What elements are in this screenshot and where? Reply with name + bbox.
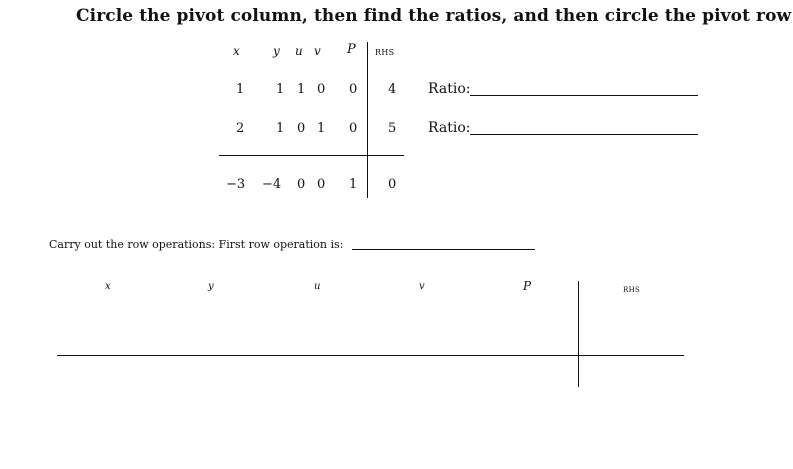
cell-r1-x: 1 xyxy=(236,82,245,97)
cell-r2-v: 1 xyxy=(317,121,326,136)
blank-header-v: v xyxy=(419,281,425,292)
cell-r1-rhs: 4 xyxy=(388,82,397,97)
ratio-label-row1: Ratio: xyxy=(428,81,471,97)
blank-header-p: P xyxy=(523,279,532,293)
header-p: P xyxy=(347,42,356,57)
cell-r3-y: −4 xyxy=(262,177,282,192)
row-operation-instruction: Carry out the row operations: First row operation is: xyxy=(49,238,344,251)
cell-r1-u: 1 xyxy=(297,82,306,97)
blank-tableau-vertical-line xyxy=(578,281,579,387)
row-operation-blank[interactable] xyxy=(352,249,535,250)
ratio-blank-row1[interactable] xyxy=(470,95,698,96)
tableau-vertical-line xyxy=(367,42,368,198)
cell-r3-p: 1 xyxy=(349,177,358,192)
blank-tableau-horizontal-line xyxy=(57,355,684,356)
page-title: Circle the pivot column, then find the ratios, and then circle the pivot row xyxy=(76,6,792,26)
blank-header-y: y xyxy=(208,281,214,292)
cell-r1-y: 1 xyxy=(276,82,285,97)
cell-r2-u: 0 xyxy=(297,121,306,136)
cell-r3-v: 0 xyxy=(317,177,326,192)
ratio-label-row2: Ratio: xyxy=(428,120,471,136)
cell-r2-p: 0 xyxy=(349,121,358,136)
cell-r2-y: 1 xyxy=(276,121,285,136)
header-x: x xyxy=(233,44,240,58)
blank-header-rhs: RHS xyxy=(623,286,641,294)
blank-header-u: u xyxy=(314,281,321,292)
cell-r2-x: 2 xyxy=(236,121,245,136)
ratio-blank-row2[interactable] xyxy=(470,134,698,135)
cell-r3-u: 0 xyxy=(297,177,306,192)
cell-r2-rhs: 5 xyxy=(388,121,397,136)
cell-r3-rhs: 0 xyxy=(388,177,397,192)
header-rhs: RHS xyxy=(375,48,395,57)
tableau-horizontal-line xyxy=(219,155,404,156)
header-y: y xyxy=(273,44,280,58)
blank-header-x: x xyxy=(105,281,111,292)
header-u: u xyxy=(295,44,303,58)
cell-r1-v: 0 xyxy=(317,82,326,97)
header-v: v xyxy=(314,44,321,58)
cell-r1-p: 0 xyxy=(349,82,358,97)
cell-r3-x: −3 xyxy=(226,177,246,192)
